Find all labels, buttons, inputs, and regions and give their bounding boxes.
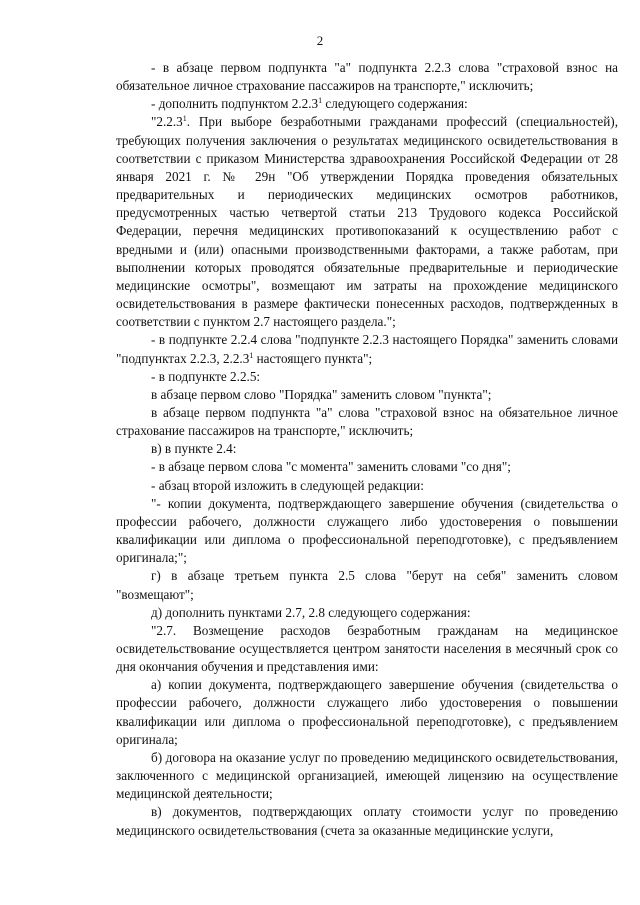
paragraph: г) в абзаце третьем пункта 2.5 слова "берут на себя" заменить словом "возмещают";	[116, 568, 618, 602]
paragraph: "2.7. Возмещение расходов безработным гражданам на медицинское освидетельствование осуществляется центром занятости населения в месячный срок со дня окончания обучения и представления ими:	[116, 622, 618, 675]
paragraph: в абзаце первом слово "Порядка" заменить словом "пункта";	[151, 386, 492, 402]
paragraph: в) документов, подтверждающих оплату стоимости услуг по проведению медицинского освидетельствования (счета за оказанные медицинские услуги,	[116, 804, 618, 838]
document-body	[116, 59, 618, 840]
paragraph: - дополнить подпунктом 2.2.3$^1$ следующего содержания:	[151, 96, 468, 112]
paragraph: - в абзаце первом слова "с момента" заменить словами "со дня";	[151, 459, 511, 475]
paragraph: а) копии документа, подтверждающего завершение обучения (свидетельства о профессии рабочего, должности служащего либо удостоверения о повышении квалификации или диплома о профессиональной переподготовке), с предъявлением оригинала;	[116, 677, 618, 747]
paragraph: - абзац второй изложить в следующей редакции:	[151, 477, 424, 493]
paragraph: "2.2.3$^1$. При выборе безработными гражданами профессий (специальностей), требующих получения заключения о результатах медицинского освидетельствования в соответствии с приказом Министерства здравоохранения Российской Федерации от 28 января 2021 г. № 29н "Об утверждении Порядка проведения обязательных предварительных и периодических медицинских осмотров работников, предусмотренных частью четвертой статьи 213 Трудового кодекса Российской Федерации, перечня медицинских противопоказаний к осуществлению работ с вредными и (или) опасными производственными факторами, а также работам, при выполнении которых проводятся обязательные предварительные и периодические медицинские осмотры", возмещают им затраты на прохождение медицинского освидетельствования в размере фактически понесенных расходов, подтвержденных в соответствии с пунктом 2.7 настоящего раздела.";	[116, 114, 618, 330]
paragraph: - в подпункте 2.2.4 слова "подпункте 2.2.3 настоящего Порядка" заменить словами "подпунктах 2.2.3, 2.2.3$^1$ настоящего пункта";	[116, 332, 618, 366]
page-number: 2	[316, 33, 324, 48]
paragraph: - в абзаце первом подпункта "а" подпункта 2.2.3 слова "страховой взнос на обязательное личное страхование пассажиров на транспорте," исключить;	[116, 60, 618, 94]
paragraph: - в подпункте 2.2.5:	[151, 368, 261, 384]
paragraph: в) в пункте 2.4:	[151, 441, 237, 457]
paragraph: б) договора на оказание услуг по проведению медицинского освидетельствования, заключенного с медицинской организацией, имеющей лицензию на осуществление медицинской деятельности;	[116, 749, 618, 802]
paragraph: "- копии документа, подтверждающего завершение обучения (свидетельства о профессии рабочего, должности служащего либо удостоверения о повышении квалификации или диплома о профессиональной переподготовке), с предъявлением оригинала;";	[116, 495, 618, 566]
paragraph: д) дополнить пунктами 2.7, 2.8 следующего содержания:	[151, 604, 471, 620]
paragraph: в абзаце первом подпункта "а" слова "страховой взнос на обязательное личное страхование пассажиров на транспорте," исключить;	[116, 404, 618, 439]
